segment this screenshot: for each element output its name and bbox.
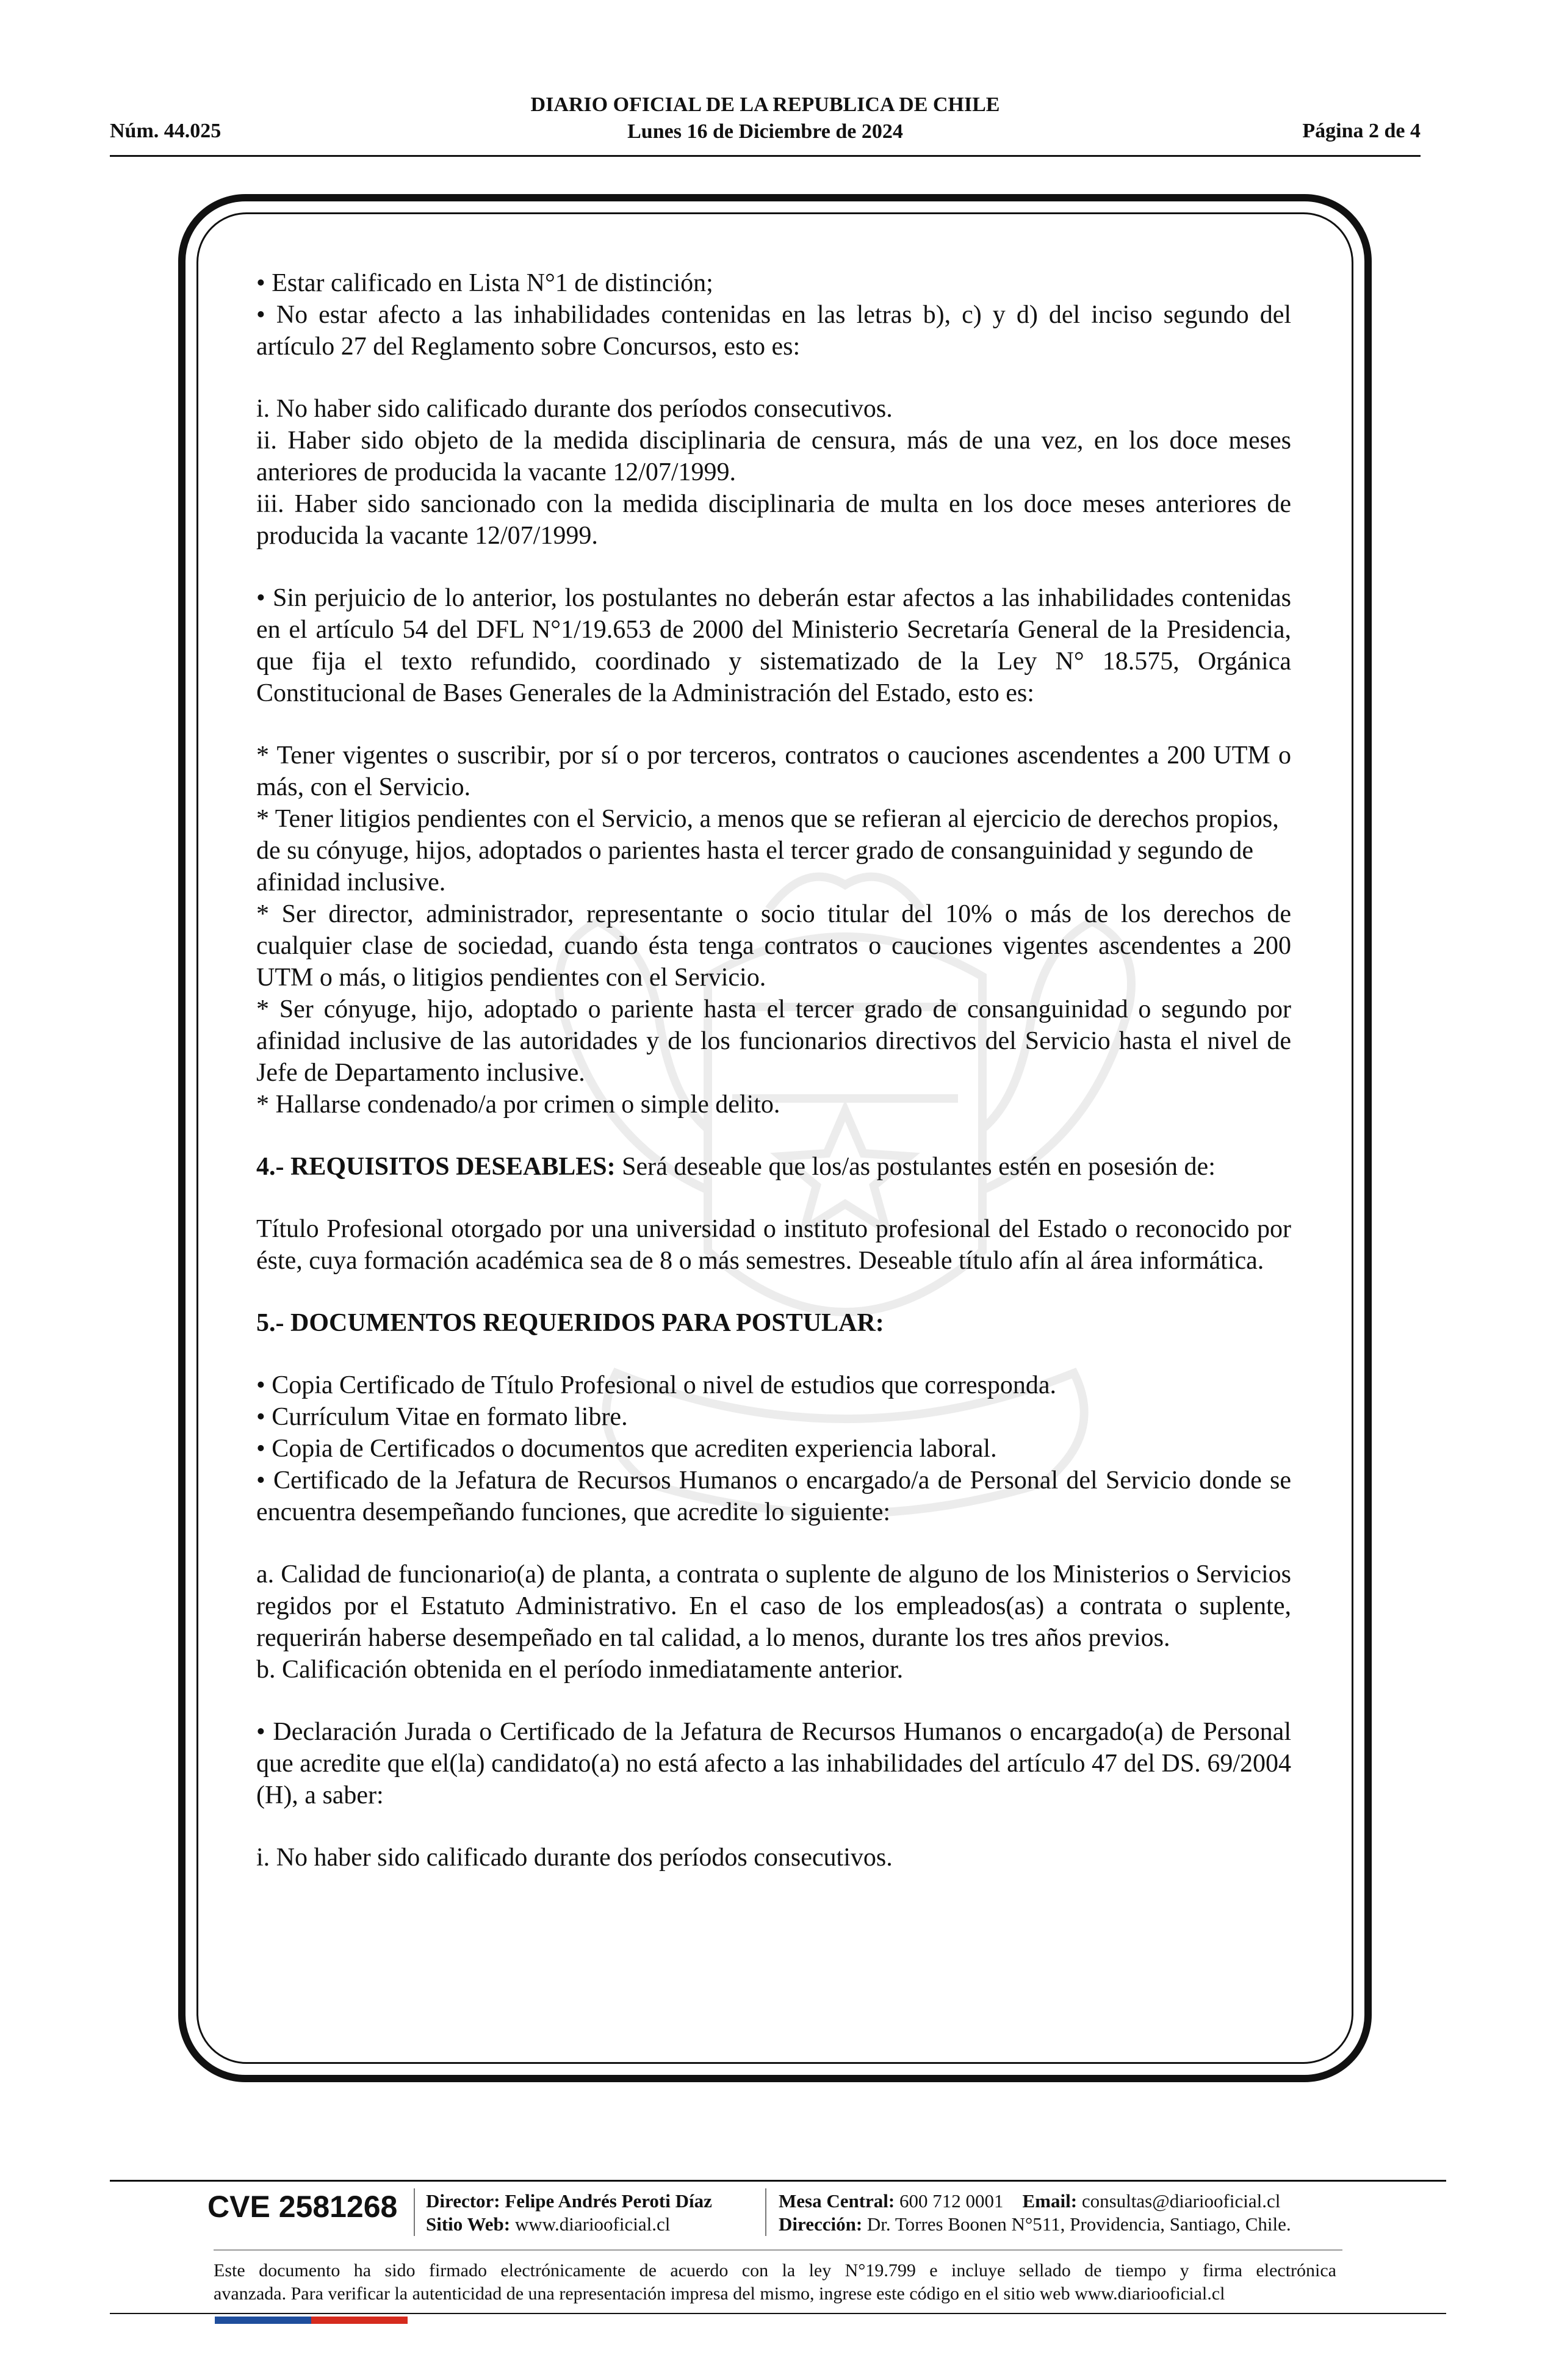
list-item: • No estar afecto a las inhabilidades contenidas en las letras b), c) y d) del inciso segundo del artículo 27 del Reglamento sobre Concursos, esto es: [256,301,1291,361]
header-divider [110,155,1421,157]
issue-number: Núm. 44.025 [110,120,222,142]
issue-date: Lunes 16 de Diciembre de 2024 [627,120,903,143]
footer-divider [110,2313,1446,2314]
email-link[interactable]: consultas@diariooficial.cl [1081,2190,1281,2212]
masthead [110,92,1421,145]
address-label: Dirección: [779,2213,863,2235]
list-item: * Hallarse condenado/a por crimen o simple delito. [256,1091,780,1119]
address-value: Dr. Torres Boonen N°511, Providencia, Santiago, Chile. [866,2213,1291,2235]
list-item: * Tener litigios pendientes con el Servicio, a menos que se refieran al ejercicio de derechos propios, de su cónyuge, hijos, adoptados o parientes hasta el tercer grado de consanguinidad y segundo de afinidad inclusive. [256,805,1279,896]
list-item: • Copia de Certificados o documentos que acrediten experiencia laboral. [256,1435,997,1463]
list-item: b. Calificación obtenida en el período inmediatamente anterior. [256,1656,904,1684]
list-item: • Certificado de la Jefatura de Recursos Humanos o encargado/a de Personal del Servicio donde se encuentra desempeñando funciones, que acredite lo siguiente: [256,1466,1291,1526]
section-heading: 4.- REQUISITOS DESEABLES: [256,1153,616,1181]
list-item: iii. Haber sido sancionado con la medida disciplinaria de multa en los doce meses anteriores de producida la vacante 12/07/1999. [256,490,1291,550]
document-body [256,267,1291,1873]
footer-director-block [426,2190,712,2236]
paragraph: Título Profesional otorgado por una universidad o instituto profesional del Estado o reconocido por éste, cuya formación académica sea de 8 o más semestres. Deseable título afín al área informática. [256,1215,1291,1275]
section-heading: 5.- DOCUMENTOS REQUERIDOS PARA POSTULAR: [256,1309,884,1337]
email-label: Email: [1022,2190,1078,2212]
footer-contact-block [779,2190,1291,2236]
director-label: Director: [426,2190,500,2212]
page-header [110,92,1421,159]
legal-notice [214,2259,1336,2306]
legal-line: avanzada. Para verificar la autenticidad de una representación impresa del mismo, ingrese este código en el sitio web www.diariooficial.cl [214,2284,1225,2304]
footer-separator [765,2188,766,2236]
list-item: i. No haber sido calificado durante dos períodos consecutivos. [256,1844,893,1872]
flag-stripe [215,2317,408,2324]
flag-red-segment [311,2317,408,2324]
page-number: Página 2 de 4 [1302,120,1421,142]
list-item: • Estar calificado en Lista N°1 de distinción; [256,269,713,297]
paragraph: • Sin perjuicio de lo anterior, los postulantes no deberán estar afectos a las inhabilidades contenidas en el artículo 54 del DFL N°1/19.653 de 2000 del Ministerio Secretaría General de la Presidencia, que fija el texto refundido, coordinado y sistematizado de la Ley N° 18.575, Orgánica Constitucional de Bases Generales de la Administración del Estado, esto es: [256,584,1291,707]
phone-number: 600 712 0001 [899,2190,1004,2212]
section-text: Será deseable que los/as postulantes estén en posesión de: [615,1153,1216,1181]
list-item: • Copia Certificado de Título Profesional o nivel de estudios que corresponda. [256,1371,1056,1399]
newspaper-title: DIARIO OFICIAL DE LA REPUBLICA DE CHILE [530,93,1000,116]
footer-separator [414,2188,415,2236]
list-item: a. Calidad de funcionario(a) de planta, a contrata o suplente de alguno de los Ministerios o Servicios regidos por el Estatuto Administrativo. En el caso de los empleados(as) a contrata o suplente, requerirán haberse desempeñado en tal calidad, a lo menos, durante los tres años previos. [256,1560,1291,1652]
director-name: Felipe Andrés Peroti Díaz [505,2190,712,2212]
cve-code: CVE 2581268 [207,2190,398,2224]
section-4 [256,1151,1291,1183]
list-item: * Ser cónyuge, hijo, adoptado o pariente hasta el tercer grado de consanguinidad o segundo por afinidad inclusive de las autoridades y de los funcionarios directivos del Servicio hasta el nivel de Jefe de Departamento inclusive. [256,995,1291,1087]
website-label: Sitio Web: [426,2213,511,2235]
website-link[interactable]: www.diariooficial.cl [514,2213,671,2235]
flag-blue-segment [215,2317,311,2324]
footer-divider [110,2180,1446,2182]
list-item: • Currículum Vitae en formato libre. [256,1403,628,1431]
list-item: * Ser director, administrador, representante o socio titular del 10% o más de los derechos de cualquier clase de sociedad, cuando ésta tenga contratos o cauciones vigentes ascendentes a 200 UTM o más, o litigios pendientes con el Servicio. [256,900,1291,992]
list-item: ii. Haber sido objeto de la medida disciplinaria de censura, más de una vez, en los doce meses anteriores de producida la vacante 12/07/1999. [256,427,1291,486]
list-item: • Declaración Jurada o Certificado de la Jefatura de Recursos Humanos o encargado(a) de Personal que acredite que el(la) candidato(a) no está afecto a las inhabilidades del artículo 47 del DS. 69/2004 (H), a saber: [256,1718,1291,1809]
list-item: * Tener vigentes o suscribir, por sí o por terceros, contratos o cauciones ascendentes a 200 UTM o más, con el Servicio. [256,741,1291,801]
footer-divider [214,2249,1342,2251]
phone-label: Mesa Central: [779,2190,895,2212]
legal-line: Este documento ha sido firmado electrónicamente de acuerdo con la ley N°19.799 e incluye sellado de tiempo y firma electrónica [214,2260,1336,2281]
list-item: i. No haber sido calificado durante dos períodos consecutivos. [256,395,893,423]
